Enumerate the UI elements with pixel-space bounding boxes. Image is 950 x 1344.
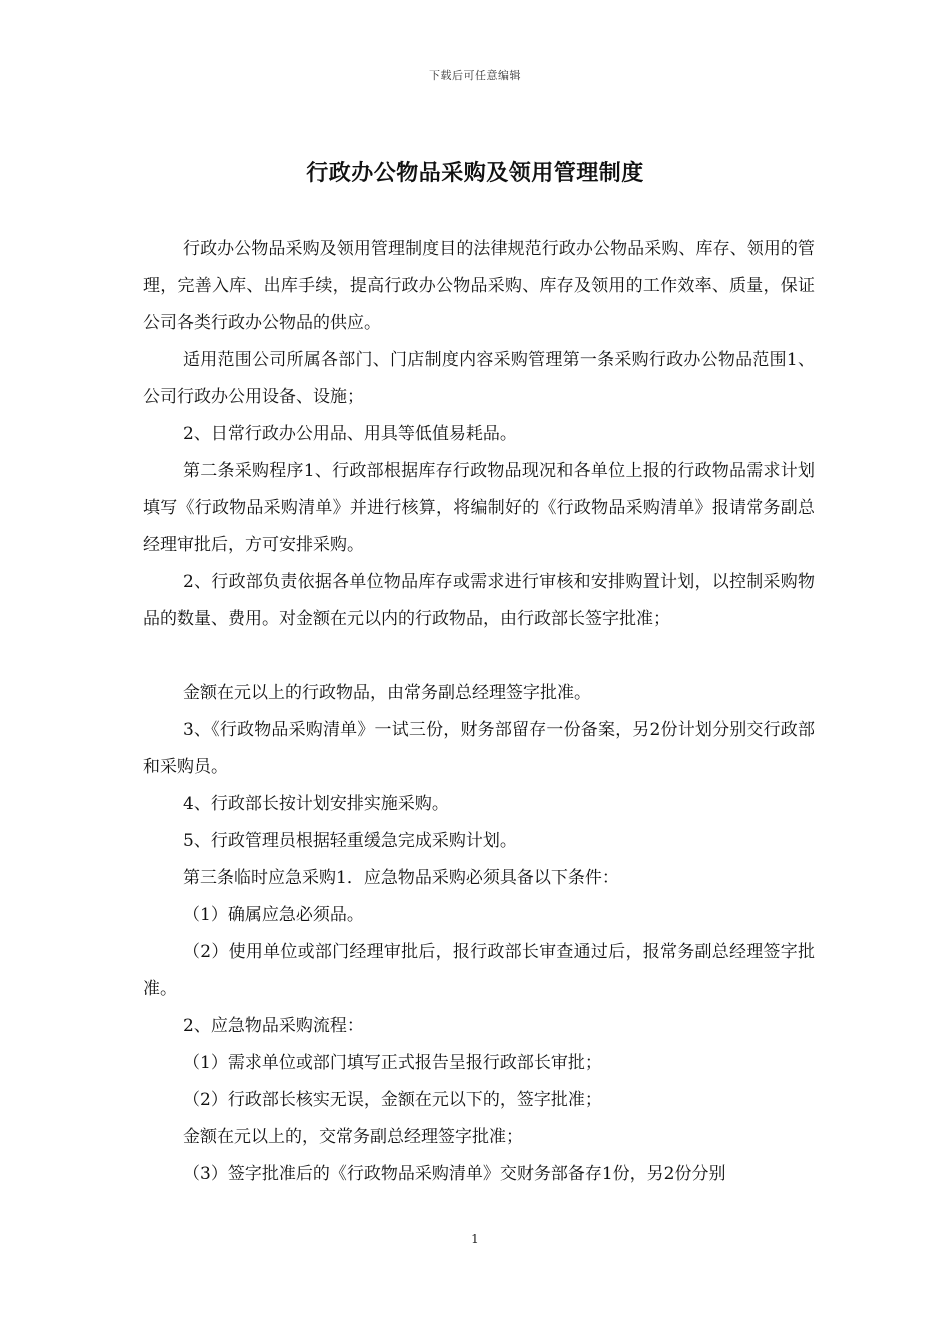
header-note: 下载后可任意编辑 bbox=[429, 69, 521, 82]
page-number: 1 bbox=[471, 1232, 479, 1246]
paragraph-article-2: 第二条采购程序1、行政部根据库存行政物品现况和各单位上报的行政物品需求计划填写《行政物品采购清单》并进行核算，将编制好的《行政物品采购清单》报请常务副总经理审批后，方可安排采购。 bbox=[143, 461, 815, 555]
paragraph-article-2-item-3: 3、《行政物品采购清单》一试三份，财务部留存一份备案，另2份计划分别交行政部和采购员。 bbox=[143, 720, 815, 777]
paragraph-approval-above: 金额在元以上的行政物品，由常务副总经理签字批准。 bbox=[183, 683, 591, 703]
document-title: 行政办公物品采购及领用管理制度 bbox=[306, 160, 644, 186]
paragraph-article-2-item-5: 5、行政管理员根据轻重缓急完成采购计划。 bbox=[183, 831, 517, 851]
paragraph-article-2-item-2: 2、行政部负责依据各单位物品库存或需求进行审核和安排购置计划，以控制采购物品的数量、费用。对金额在元以内的行政物品，由行政部长签字批准； bbox=[143, 572, 815, 629]
paragraph-article-2-item-4: 4、行政部长按计划安排实施采购。 bbox=[183, 794, 449, 814]
paragraph-scope: 适用范围公司所属各部门、门店制度内容采购管理第一条采购行政办公物品范围1、公司行政办公用设备、设施； bbox=[143, 350, 815, 407]
paragraph-condition-2: （2）使用单位或部门经理审批后，报行政部长审查通过后，报常务副总经理签字批准。 bbox=[143, 942, 815, 999]
paragraph-emergency-flow: 2、应急物品采购流程： bbox=[183, 1016, 364, 1036]
paragraph-article-3: 第三条临时应急采购1．应急物品采购必须具备以下条件： bbox=[183, 868, 619, 888]
paragraph-flow-step-2-above: 金额在元以上的，交常务副总经理签字批准； bbox=[183, 1127, 523, 1147]
paragraph-scope-item-2: 2、日常行政办公用品、用具等低值易耗品。 bbox=[183, 424, 517, 444]
paragraph-flow-step-3: （3）签字批准后的《行政物品采购清单》交财务部备存1份，另2份分别 bbox=[183, 1164, 726, 1184]
paragraph-condition-1: （1）确属应急必须品。 bbox=[183, 905, 364, 925]
paragraph-purpose: 行政办公物品采购及领用管理制度目的法律规范行政办公物品采购、库存、领用的管理，完善入库、出库手续，提高行政办公物品采购、库存及领用的工作效率、质量，保证公司各类行政办公物品的供应。 bbox=[143, 239, 815, 333]
document-body bbox=[143, 231, 815, 1193]
paragraph-flow-step-2: （2）行政部长核实无误，金额在元以下的，签字批准； bbox=[183, 1090, 602, 1110]
paragraph-flow-step-1: （1）需求单位或部门填写正式报告呈报行政部长审批； bbox=[183, 1053, 602, 1073]
